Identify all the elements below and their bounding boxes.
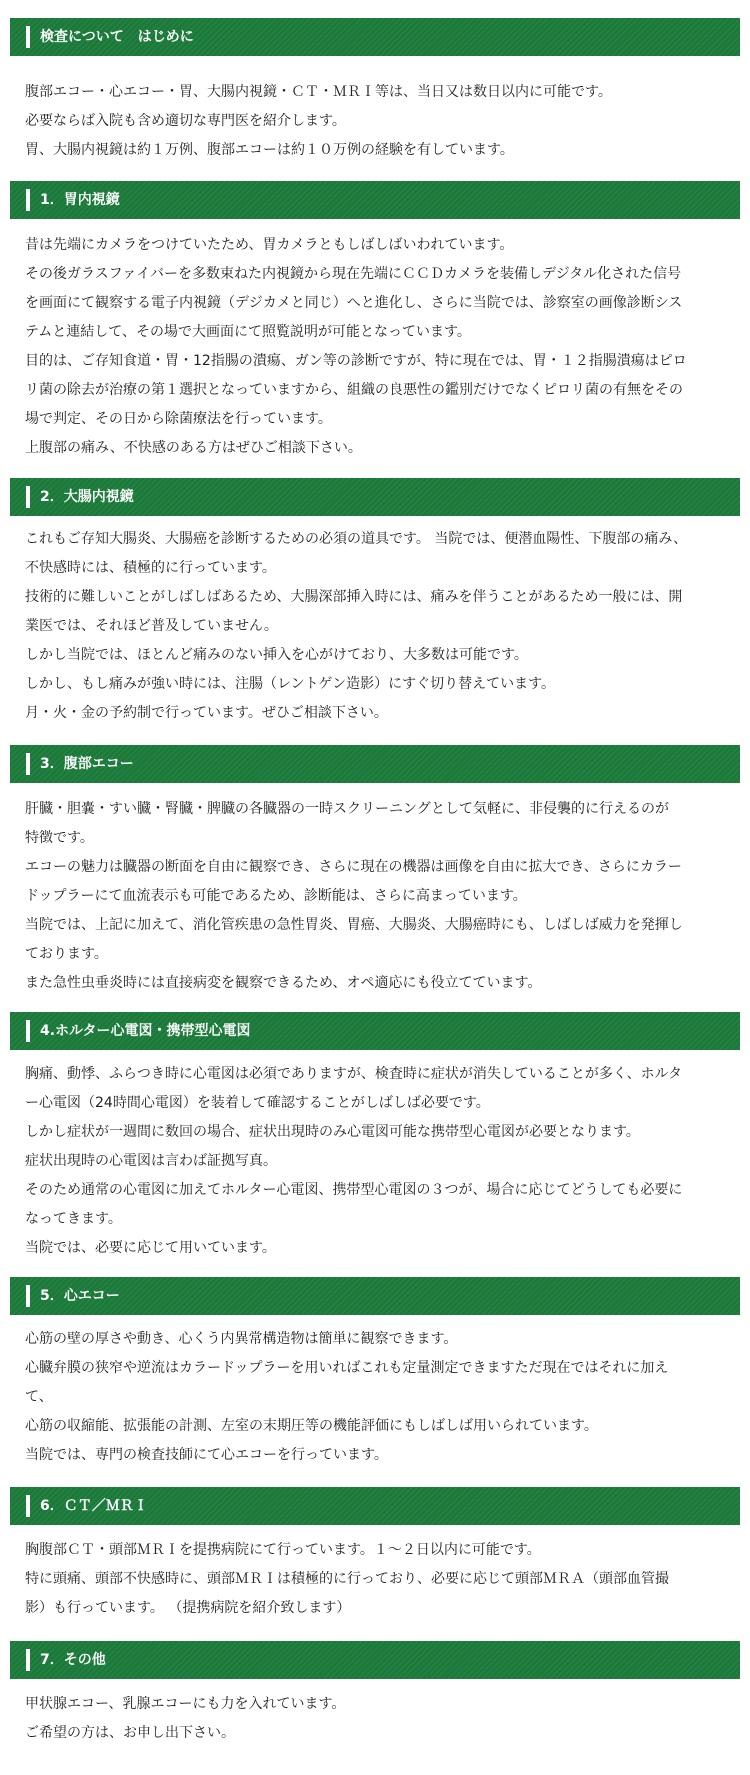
text-line: 心臓弁膜の狭窄や逆流はカラードップラーを用いればこれも定量測定できますただ現在ではそれに加え bbox=[25, 1360, 669, 1376]
text-line: リ菌の除去が治療の第１選択となっていますから、組織の良悪性の鑑別だけでなくピロリ菌の有無をその bbox=[25, 382, 683, 398]
section-heading bbox=[10, 18, 740, 56]
heading-bar bbox=[26, 1285, 30, 1307]
text-line: ー心電図（24時間心電図）を装着して確認することがしばしば必要です。 bbox=[25, 1095, 490, 1111]
text-line: 心筋の壁の厚さや動き、心くう内異常構造物は簡単に観察できます。 bbox=[25, 1331, 458, 1347]
section-title: 検査について はじめに bbox=[40, 29, 194, 45]
text-line: 上腹部の痛み、不快感のある方はぜひご相談下さい。 bbox=[25, 440, 362, 456]
text-line: を画面にて観察する電子内視鏡（デジカメと同じ）へと進化し、さらに当院では、診察室の画像診断シス bbox=[25, 295, 683, 311]
text-line: 腹部エコー・心エコー・胃、大腸内視鏡・ＣＴ・ＭＲＩ等は、当日又は数日以内に可能です。 bbox=[25, 84, 612, 100]
text-line: 業医では、それほど普及していません。 bbox=[25, 618, 278, 634]
text-line: 当院では、専門の検査技師にて心エコーを行っています。 bbox=[25, 1447, 388, 1463]
text-line: 不快感時には、積極的に行っています。 bbox=[25, 560, 276, 576]
text-line: 昔は先端にカメラをつけていたため、胃カメラともしばしばいわれています。 bbox=[25, 237, 514, 253]
heading-bar bbox=[26, 486, 30, 508]
text-line: また急性虫垂炎時には直接病変を観察できるため、オペ適応にも役立てています。 bbox=[25, 975, 542, 991]
section-title: 3．腹部エコー bbox=[40, 756, 134, 772]
text-line: ております。 bbox=[25, 946, 108, 962]
section-body bbox=[25, 78, 725, 165]
section-title: 6．ＣＴ／ＭＲＩ bbox=[40, 1498, 148, 1514]
text-line: 技術的に難しいことがしばしばあるため、大腸深部挿入時には、痛みを伴うことがあるため一般には、開 bbox=[25, 589, 683, 605]
heading-bar bbox=[26, 1020, 30, 1042]
section-heading bbox=[10, 1012, 740, 1050]
text-line: テムと連結して、その場で大画面にて照覧説明が可能となっています。 bbox=[25, 324, 471, 340]
section-heading bbox=[10, 1487, 740, 1525]
text-line: 当院では、必要に応じて用いています。 bbox=[25, 1240, 276, 1256]
text-line: これもご存知大腸炎、大腸癌を診断するための必須の道具です。 当院では、便潜血陽性、下腹部の痛み、 bbox=[25, 531, 688, 547]
heading-bar bbox=[26, 189, 30, 211]
text-line: 特徴です。 bbox=[25, 830, 94, 846]
text-line: エコーの魅力は臓器の断面を自由に観察でき、さらに現在の機器は画像を自由に拡大でき、さらにカラー bbox=[25, 859, 682, 875]
section-body bbox=[25, 1060, 725, 1263]
text-line: 特に頭痛、頭部不快感時に、頭部ＭＲＩは積極的に行っており、必要に応じて頭部ＭＲＡ（頭部血管撮 bbox=[25, 1571, 669, 1587]
section-body bbox=[25, 525, 725, 728]
section-heading bbox=[10, 745, 740, 783]
heading-bar bbox=[26, 753, 30, 775]
text-line: 必要ならば入院も含め適切な専門医を紹介します。 bbox=[25, 113, 346, 129]
text-line: 心筋の収縮能、拡張能の計測、左室の末期圧等の機能評価にもしばしば用いられています。 bbox=[25, 1418, 598, 1434]
section-heading bbox=[10, 1641, 740, 1679]
text-line: そのため通常の心電図に加えてホルター心電図、携帯型心電図の３つが、場合に応じてどうしても必要に bbox=[25, 1182, 683, 1198]
heading-bar bbox=[26, 1495, 30, 1517]
heading-bar bbox=[26, 1649, 30, 1671]
text-line: 肝臓・胆嚢・すい臓・腎臓・脾臓の各臓器の一時スクリーニングとして気軽に、非侵襲的に行えるのが bbox=[25, 801, 669, 817]
section-title: 5．心エコー bbox=[40, 1288, 120, 1304]
section-title: 2．大腸内視鏡 bbox=[40, 489, 134, 505]
section-body bbox=[25, 1536, 725, 1623]
text-line: 月・火・金の予約制で行っています。ぜひご相談下さい。 bbox=[25, 705, 388, 721]
text-line: その後ガラスファイバーを多数束ねた内視鏡から現在先端にＣＣＤカメラを装備しデジタル化された信号 bbox=[25, 266, 682, 282]
text-line: しかし症状が一週間に数回の場合、症状出現時のみ心電図可能な携帯型心電図が必要となります。 bbox=[25, 1124, 640, 1140]
section-title: 4.ホルター心電図・携帯型心電図 bbox=[40, 1023, 251, 1039]
text-line: ご希望の方は、お申し出下さい。 bbox=[25, 1725, 235, 1741]
section-heading bbox=[10, 1277, 740, 1315]
text-line: 甲状腺エコー、乳腺エコーにも力を入れています。 bbox=[25, 1696, 346, 1712]
section-heading bbox=[10, 478, 740, 516]
section-heading bbox=[10, 181, 740, 219]
text-line: て、 bbox=[25, 1389, 53, 1405]
section-body bbox=[25, 795, 725, 998]
text-line: しかし、もし痛みが強い時には、注腸（レントゲン造影）にすぐ切り替えています。 bbox=[25, 676, 555, 692]
section-body bbox=[25, 1690, 725, 1748]
text-line: 目的は、ご存知食道・胃・12指腸の潰瘍、ガン等の診断ですが、特に現在では、胃・１２指腸潰瘍はピロ bbox=[25, 353, 687, 369]
text-line: なってきます。 bbox=[25, 1211, 122, 1227]
section-title: 7．その他 bbox=[40, 1652, 106, 1668]
text-line: 当院では、上記に加えて、消化管疾患の急性胃炎、胃癌、大腸炎、大腸癌時にも、しばしば威力を発揮し bbox=[25, 917, 683, 933]
section-body bbox=[25, 231, 725, 463]
text-line: 胸腹部ＣＴ・頭部ＭＲＩを提携病院にて行っています。１〜２日以内に可能です。 bbox=[25, 1542, 541, 1558]
text-line: しかし当院では、ほとんど痛みのない挿入を心がけており、大多数は可能です。 bbox=[25, 647, 528, 663]
text-line: 影）も行っています。 （提携病院を紹介致します） bbox=[25, 1600, 351, 1616]
heading-bar bbox=[26, 26, 30, 48]
text-line: 症状出現時の心電図は言わば証拠写真。 bbox=[25, 1153, 277, 1169]
text-line: 胸痛、動悸、ふらつき時に心電図は必須でありますが、検査時に症状が消失していることが多く、ホルタ bbox=[25, 1066, 683, 1082]
section-body bbox=[25, 1325, 725, 1470]
section-title: 1．胃内視鏡 bbox=[40, 192, 120, 208]
text-line: ドップラーにて血流表示も可能であるため、診断能は、さらに高まっています。 bbox=[25, 888, 527, 904]
text-line: 場で判定、その日から除菌療法を行っています。 bbox=[25, 411, 332, 427]
text-line: 胃、大腸内視鏡は約１万例、腹部エコーは約１０万例の経験を有しています。 bbox=[25, 142, 514, 158]
